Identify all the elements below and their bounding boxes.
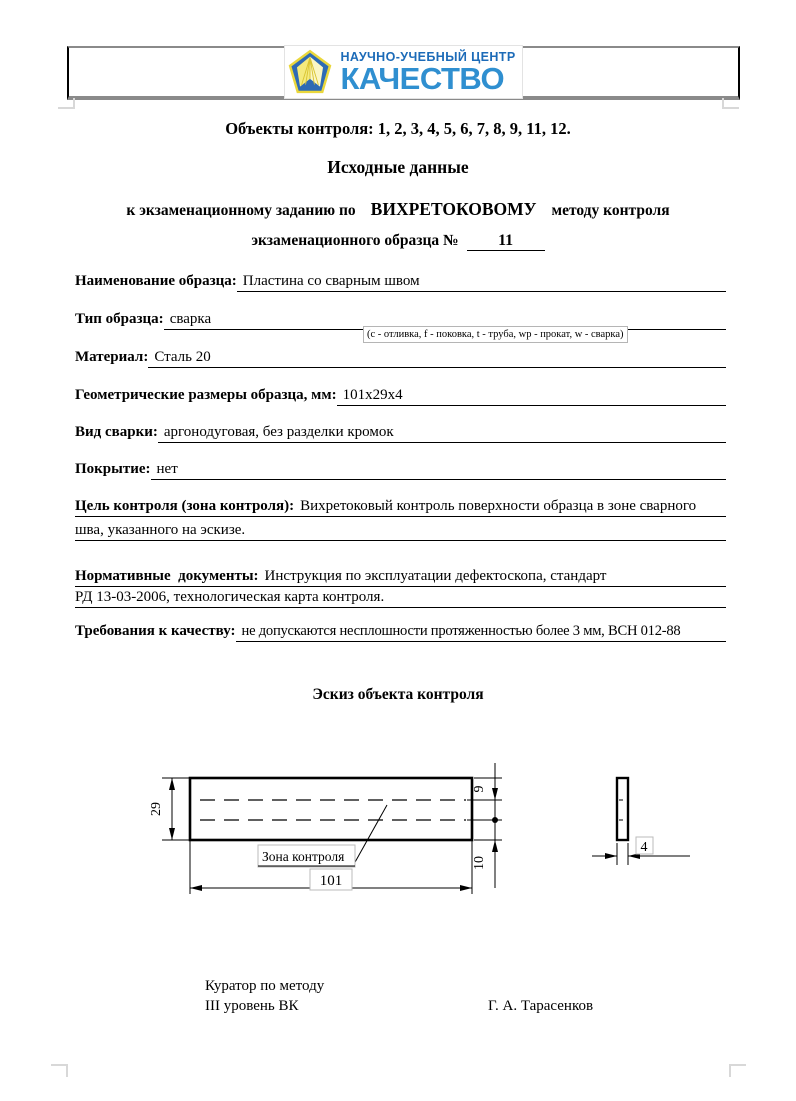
field-welding-type bbox=[75, 423, 726, 443]
curator-line1: Куратор по методу bbox=[205, 978, 325, 994]
field-material bbox=[75, 348, 726, 368]
specimen-number: 11 bbox=[467, 232, 545, 251]
method-name: ВИХРЕТОКОВОМУ bbox=[370, 199, 537, 219]
field-dimensions bbox=[75, 386, 726, 406]
sketch-heading: Эскиз объекта контроля bbox=[312, 686, 484, 703]
field-specimen-name bbox=[75, 272, 726, 292]
objects-heading: Объекты контроля: 1, 2, 3, 4, 5, 6, 7, 8, 9, 11, 12. bbox=[225, 119, 571, 138]
field-coating bbox=[75, 460, 726, 480]
field-label: Геометрические размеры образца, мм: bbox=[75, 387, 337, 403]
plate-outline bbox=[190, 778, 472, 840]
field-label: Нормативные документы: bbox=[75, 568, 259, 584]
curator-block bbox=[205, 976, 324, 1016]
dim-height-label: 29 bbox=[149, 802, 164, 816]
specimen-number-line bbox=[0, 232, 796, 251]
header-box bbox=[67, 46, 740, 100]
field-value: 101х29х4 bbox=[337, 386, 726, 406]
curator-name: Г. А. Тарасенков bbox=[488, 998, 594, 1014]
field-value: аргонодуговая, без разделки кромок bbox=[158, 423, 726, 443]
org-line: НАУЧНО-УЧЕБНЫЙ ЦЕНТР bbox=[340, 50, 516, 64]
field-control-purpose bbox=[75, 497, 726, 517]
logo-text bbox=[340, 50, 515, 94]
field-value: нет bbox=[151, 460, 726, 480]
field-value: сварка bbox=[164, 310, 726, 330]
dim-length-label: 101 bbox=[319, 873, 343, 889]
crop-mark-bottom-right bbox=[729, 1064, 746, 1077]
zone-label: Зона контроля bbox=[262, 849, 345, 864]
task-line bbox=[0, 199, 796, 220]
field-label: Требования к качеству: bbox=[75, 623, 236, 639]
field-label: Тип образца: bbox=[75, 311, 164, 327]
pentagon-book-icon bbox=[287, 47, 333, 97]
field-value: Вихретоковый контроль поверхности образца в зоне сварного bbox=[300, 498, 697, 514]
field-value: Пластина со сварным швом bbox=[237, 272, 726, 292]
field-label: Цель контроля (зона контроля): bbox=[75, 498, 295, 514]
field-label: Материал: bbox=[75, 349, 149, 365]
field-value: не допускаются несплошности протяженностью более 3 мм, ВСН 012-88 bbox=[236, 622, 726, 642]
task-prefix: к экзаменационному заданию по bbox=[126, 202, 356, 219]
field-control-purpose-line2: шва, указанного на эскизе. bbox=[75, 521, 726, 541]
field-value: Инструкция по эксплуатации дефектоскопа, стандарт bbox=[264, 568, 607, 584]
field-label: Покрытие: bbox=[75, 461, 151, 477]
field-value: Сталь 20 bbox=[148, 348, 726, 368]
task-suffix: методу контроля bbox=[551, 202, 670, 219]
org-logo bbox=[284, 45, 522, 99]
dim-bottom-offset-label: 10 bbox=[472, 856, 487, 870]
crop-mark-top-right bbox=[722, 98, 739, 109]
crop-mark-bottom-left bbox=[51, 1064, 68, 1077]
field-label: Наименование образца: bbox=[75, 273, 237, 289]
org-name: КАЧЕСТВО bbox=[340, 61, 505, 96]
dim-top-offset-label: 9 bbox=[472, 785, 487, 793]
field-normative-documents-line2: РД 13-03-2006, технологическая карта контроля. bbox=[75, 588, 726, 608]
zone-leader-line bbox=[354, 805, 387, 864]
dim-thickness-label: 4 bbox=[640, 840, 648, 855]
initial-data-heading: Исходные данные bbox=[327, 157, 469, 177]
field-label: Вид сварки: bbox=[75, 424, 158, 440]
field-quality-requirements bbox=[75, 622, 726, 642]
type-hint-box: (c - отливка, f - поковка, t - труба, wp - прокат, w - сварка) bbox=[363, 326, 628, 343]
curator-line2: III уровень ВК bbox=[205, 998, 299, 1014]
specimen-prefix: экзаменационного образца № bbox=[251, 232, 459, 249]
side-view-outline bbox=[617, 778, 628, 840]
crop-mark-top-left bbox=[58, 98, 75, 109]
field-normative-documents bbox=[75, 567, 726, 587]
control-object-sketch bbox=[140, 753, 700, 903]
